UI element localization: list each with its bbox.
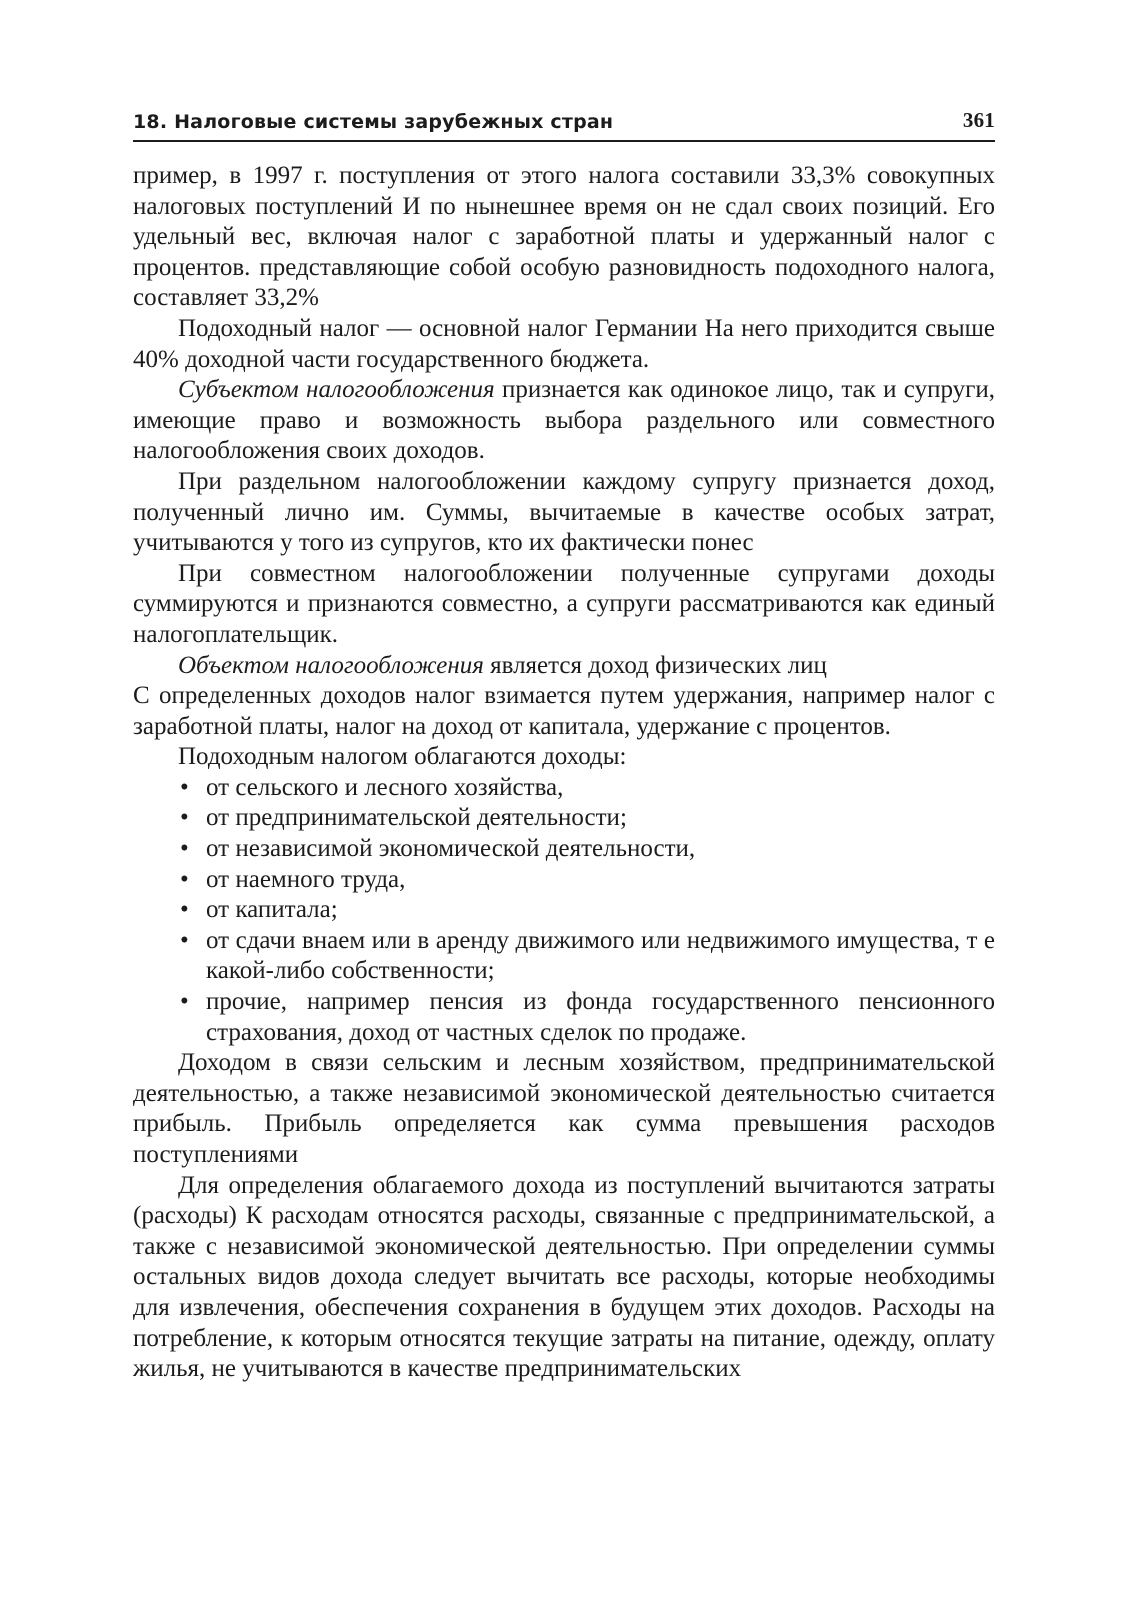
income-types-list — [133, 773, 995, 1048]
term-object: Объектом налогообложения — [178, 651, 484, 679]
book-page — [133, 108, 995, 1385]
running-header — [133, 108, 995, 142]
paragraph-withholding: С определенных доходов налог взимается путем удержания, например налог с заработной платы, налог на доход от капитала, удержание с процентов. — [133, 682, 995, 740]
page-body — [133, 161, 995, 1385]
list-item: • от сдачи внаем или в аренду движимого или недвижимого имущества, т е какой-либо собственности; — [178, 926, 995, 987]
list-item: • от наемного труда, — [178, 865, 995, 896]
paragraph-subject-text: признается как одинокое лицо, так и супруги, имеющие право и возможность выбора раздельного или совместного налогообложения своих доходов. — [133, 376, 996, 465]
list-item: • от сельского и лесного хозяйства, — [178, 773, 995, 804]
paragraph-profit: Доходом в связи сельским и лесным хозяйством, предпринимательской деятельностью, а также независимой экономической деятельностью считается прибыль. Прибыль определяется как сумма превышения расходов поступлениями — [133, 1049, 995, 1168]
paragraph-object-of-taxation — [133, 651, 995, 682]
paragraph-continued: пример, в 1997 г. поступления от этого налога составили 33,3% совокупных налоговых поступлений И по нынешнее время он не сдал своих позиций. Его удельный вес, включая налог с заработной платы и удержанный налог с процентов. представляющие собой особую разновидность подоходного налога, составляет 33,2% — [133, 162, 995, 312]
paragraph-list-intro: Подоходным налогом облагаются доходы: — [178, 743, 627, 771]
page-number: 361 — [962, 108, 995, 132]
paragraph-subject-of-taxation — [133, 375, 995, 467]
paragraph-object-text: является доход физических лиц — [483, 651, 827, 679]
paragraph-joint-taxation: При совместном налогообложении полученные супругами доходы суммируются и признаются совместно, а супруги рассматриваются как единый налогоплательщик. — [133, 559, 995, 648]
list-item: • от предпринимательской деятельности; — [178, 803, 995, 834]
paragraph-expenses: Для определения облагаемого дохода из поступлений вычитаются затраты (расходы) К расходам относятся расходы, связанные с предпринимательской, а также с независимой экономической деятельностью. При определении суммы остальных видов дохода следует вычитать все расходы, которые необходимы для извлечения, обеспечения сохранения в будущем этих доходов. Расходы на потребление, к которым относятся текущие затраты на питание, одежду, оплату жилья, не учитываются в качестве предпринимательских — [133, 1171, 995, 1383]
list-item: • от независимой экономической деятельности, — [178, 834, 995, 865]
list-item: • прочие, например пенсия из фонда государственного пенсионного страхования, доход от частных сделок по продаже. — [178, 987, 995, 1048]
paragraph-income-tax: Подоходный налог — основной налог Германии На него приходится свыше 40% доходной части государственного бюджета. — [133, 314, 995, 373]
list-item: • от капитала; — [178, 895, 995, 926]
paragraph-separate-taxation: При раздельном налогообложении каждому супругу признается доход, полученный лично им. Суммы, вычитаемые в качестве особых затрат, учитываются у того из супругов, кто их фактически понес — [133, 467, 995, 557]
chapter-title: 18. Налоговые системы зарубежных стран — [133, 111, 614, 133]
term-subject: Субъектом налогообложения — [178, 376, 495, 404]
